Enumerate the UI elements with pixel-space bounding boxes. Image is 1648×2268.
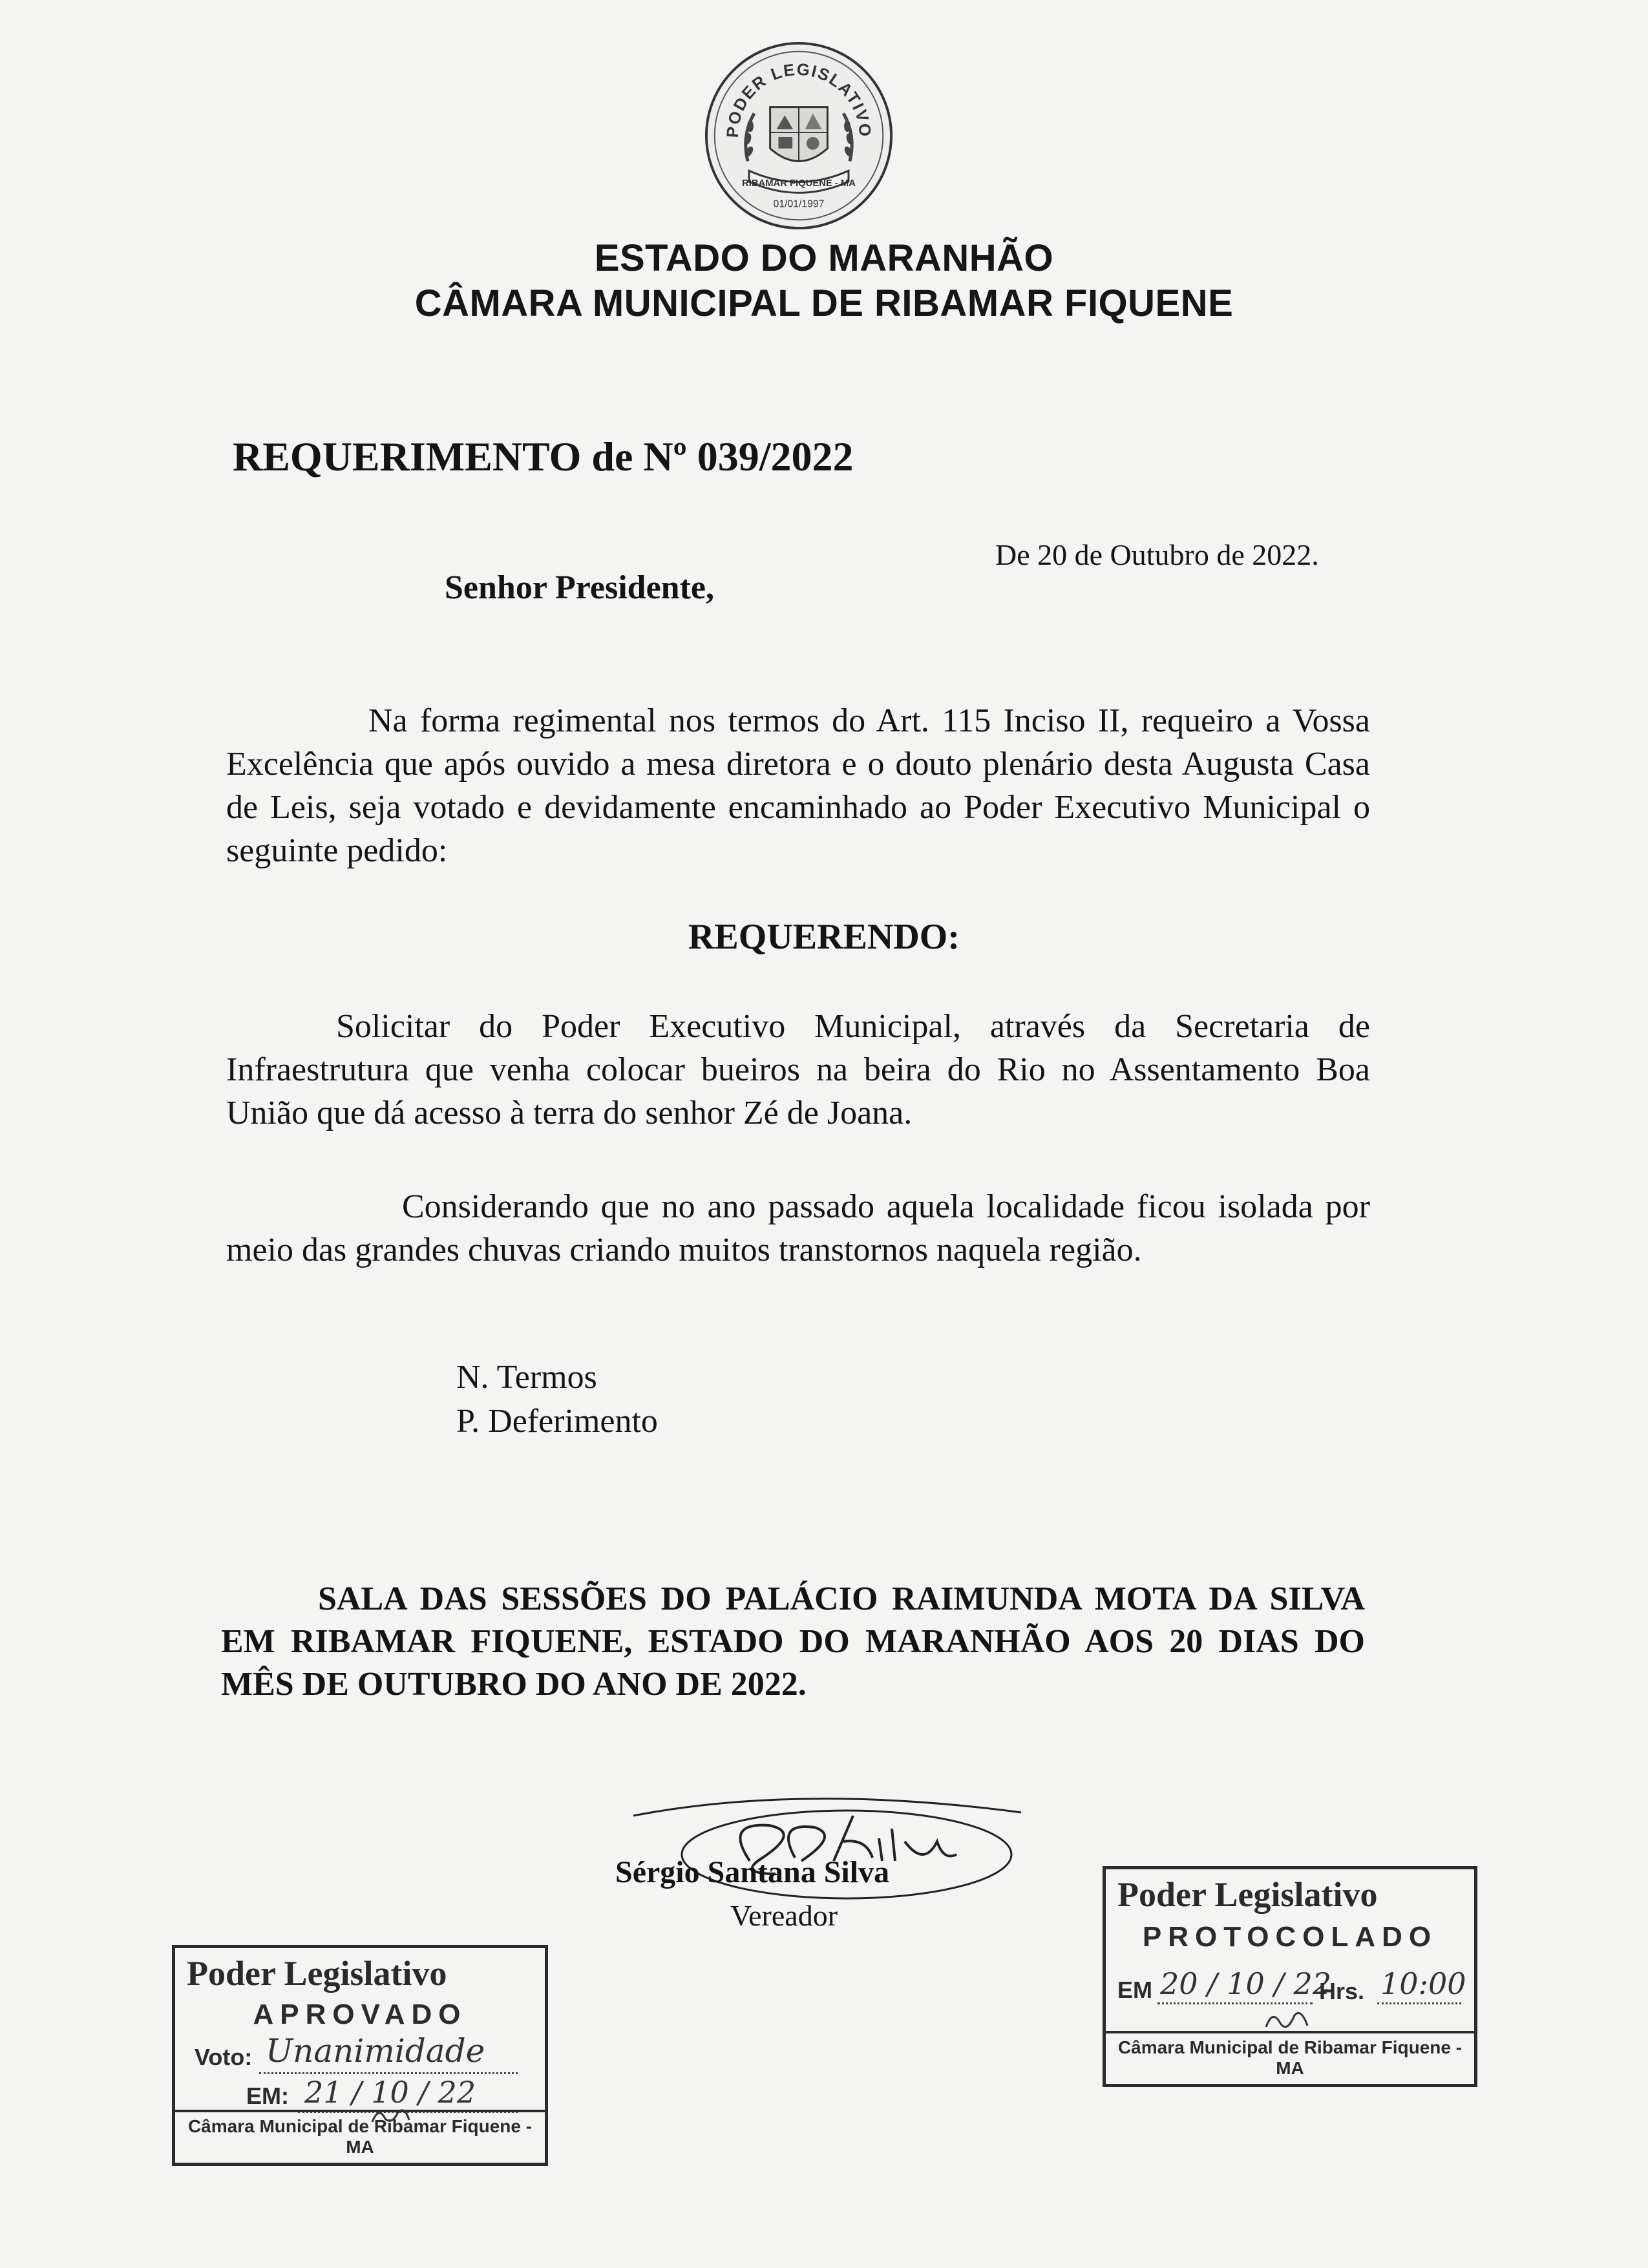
seal-arc-text: PODER LEGISLATIVO: [723, 60, 874, 139]
vote-value: Unanimidade: [266, 2032, 485, 2070]
paragraph-justification: Considerando que no ano passado aquela localidade ficou isolada por meio das grandes chuvas criando muitos transtornos naquela região.: [226, 1188, 1370, 1268]
stamp-header: Poder Legislativo: [1117, 1875, 1378, 1914]
closing-deferimento: P. Deferimento: [456, 1403, 658, 1440]
hours-value: 10:00: [1380, 1966, 1466, 2001]
stamp-header: Poder Legislativo: [187, 1954, 447, 1993]
closing-termos: N. Termos: [456, 1359, 597, 1396]
header-chamber: CÂMARA MUNICIPAL DE RIBAMAR FIQUENE: [414, 282, 1234, 324]
paragraph-intro: Na forma regimental nos termos do Art. 115 Inciso II, requeiro a Vossa Excelência que após ouvido a mesa diretora e o douto plenário desta Augusta Casa de Leis, seja votado e devidamente encaminhado ao Poder Executivo Municipal o seguinte pedido:: [226, 702, 1370, 869]
legislative-seal-icon: [703, 40, 894, 231]
seal-founded-date: 01/01/1997: [773, 198, 825, 210]
document-date: De 20 de Outubro de 2022.: [995, 538, 1319, 571]
stamp-footer: Câmara Municipal de Ribamar Fiquene - MA: [1106, 2031, 1474, 2084]
seal-ribbon-text: RIBAMAR FIQUENE - MA: [742, 178, 856, 189]
session-hall-statement: SALA DAS SESSÕES DO PALÁCIO RAIMUNDA MOTA DA SILVA EM RIBAMAR FIQUENE, ESTADO DO MARANHÃO AOS 20 DIAS DO MÊS DE OUTUBRO DO ANO DE 2022.: [221, 1580, 1365, 1703]
stamp-date-value: 20 / 10 / 22: [1160, 1966, 1332, 2001]
protocol-stamp: [1103, 1866, 1477, 2087]
salutation: Senhor Presidente,: [445, 569, 714, 606]
hours-label: Hrs.: [1319, 1978, 1365, 2004]
paragraph-request: Solicitar do Poder Executivo Municipal, através da Secretaria de Infraestrutura que venha colocar bueiros na beira do Rio no Assentamento Boa União que dá acesso à terra do senhor Zé de Joana.: [226, 1008, 1370, 1131]
document-title: REQUERIMENTO de Nº 039/2022: [233, 434, 854, 479]
header-state: ESTADO DO MARANHÃO: [594, 237, 1054, 279]
vote-label: Voto:: [195, 2044, 253, 2070]
requerendo-heading: REQUERENDO:: [688, 917, 960, 957]
signer-role: Vereador: [730, 1899, 838, 1932]
signer-name: Sérgio Santana Silva: [615, 1855, 890, 1889]
stamp-status: PROTOCOLADO: [1142, 1921, 1438, 1953]
stamp-status: APROVADO: [253, 1999, 467, 2030]
stamp-footer: Câmara Municipal de Ribamar Fiquene - MA: [175, 2110, 545, 2163]
stamp-date-label: EM:: [246, 2083, 289, 2109]
approved-stamp: [172, 1945, 548, 2166]
stamp-date-value: 21 / 10 / 22: [304, 2075, 476, 2110]
stamp-date-label: EM: [1117, 1977, 1152, 2003]
